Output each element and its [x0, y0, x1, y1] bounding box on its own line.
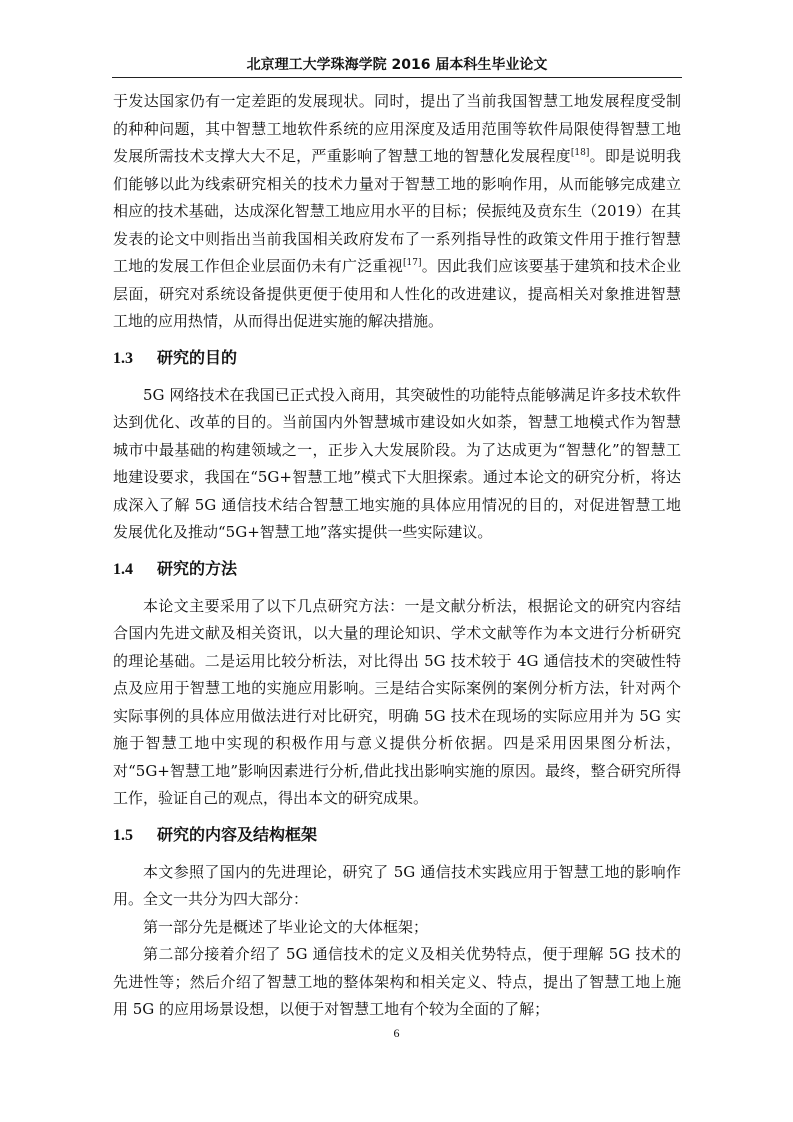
- section-heading-1-4: [113, 554, 681, 585]
- paragraph-text: 于发达国家仍有一定差距的发展现状。同时，提出了当前我国智慧工地发展程度受制的种种问题，其中智慧工地软件系统的应用深度及适用范围等软件局限使得智慧工地发展所需技术支撑大大不足，严重影响了智慧工地的智慧化发展程度: [113, 92, 681, 165]
- section-title: 研究的目的: [157, 347, 238, 367]
- paragraph: 第二部分接着介绍了 5G 通信技术的定义及相关优势特点，便于理解 5G 技术的先进性等；然后介绍了智慧工地的整体架构和相关定义、特点，提出了智慧工地上施用 5G 的应用场景设想，以便于对智慧工地有个较为全面的了解；: [113, 945, 681, 1018]
- paragraph-text: 。因此我们应该要基于建筑和技术企业层面，研究对系统设备提供更便于使用和人性化的改进建议，提高相关对象推进智慧工地的应用热情，从而得出促进实施的解决措施。: [113, 257, 681, 330]
- page-body: [113, 88, 681, 1024]
- paragraph: 5G 网络技术在我国已正式投入商用，其突破性的功能特点能够满足许多技术软件达到优化、改革的目的。当前国内外智慧城市建设如火如荼，智慧工地模式作为智慧城市中最基础的构建领域之一，正步入大发展阶段。为了达成更为“智慧化”的智慧工地建设要求，我国在“5G+智慧工地”模式下大胆探索。通过本论文的研究分析，将达成深入了解 5G 通信技术结合智慧工地实施的具体应用情况的目的，对促进智慧工地发展优化及推动“5G+智慧工地”落实提供一些实际建议。: [113, 385, 681, 541]
- section-number: 1.4: [113, 560, 133, 578]
- section-heading-1-5: [113, 820, 681, 851]
- paragraph: 本论文主要采用了以下几点研究方法：一是文献分析法，根据论文的研究内容结合国内先进文献及相关资讯，以大量的理论知识、学术文献等作为本文进行分析研究的理论基础。二是运用比较分析法，对比得出 5G 技术较于 4G 通信技术的突破性特点及应用于智慧工地的实施应用影响。三是结合实际案例的案例分析方法，针对两个实际事例的具体应用做法进行对比研究，明确 5G 技术在现场的实际应用并为 5G 实施于智慧工地中实现的积极作用与意义提供分析依据。四是采用因果图分析法，对“5G+智慧工地”影响因素进行分析,借此找出影响实施的原因。最终，整合研究所得工作，验证自己的观点，得出本文的研究成果。: [113, 596, 681, 807]
- section-number: 1.5: [113, 826, 133, 844]
- section-heading-1-3: [113, 343, 681, 374]
- citation: [17]: [403, 258, 422, 268]
- page-header: 北京理工大学珠海学院 2016 届本科生毕业论文: [246, 57, 548, 73]
- section-title: 研究的内容及结构框架: [157, 824, 318, 844]
- header-rule: [112, 77, 682, 78]
- section-number: 1.3: [113, 349, 133, 367]
- paragraph: [113, 88, 681, 336]
- section-title: 研究的方法: [157, 558, 238, 578]
- paragraph: 第一部分先是概述了毕业论文的大体框架；: [143, 917, 429, 936]
- paragraph: 本文参照了国内的先进理论，研究了 5G 通信技术实践应用于智慧工地的影响作用。全文一共分为四大部分：: [113, 862, 681, 908]
- page-number: 6: [393, 1026, 400, 1040]
- paragraph-text: 。即是说明我们能够以此为线索研究相关的技术力量对于智慧工地的影响作用，从而能够完成建立相应的技术基础，达成深化智慧工地应用水平的目标；侯振纯及贲东生（2019）在其发表的论文中则指出当前我国相关政府发布了一系列指导性的政策文件用于推行智慧工地的发展工作但企业层面仍未有广泛重视: [113, 147, 681, 275]
- citation: [18]: [570, 148, 590, 158]
